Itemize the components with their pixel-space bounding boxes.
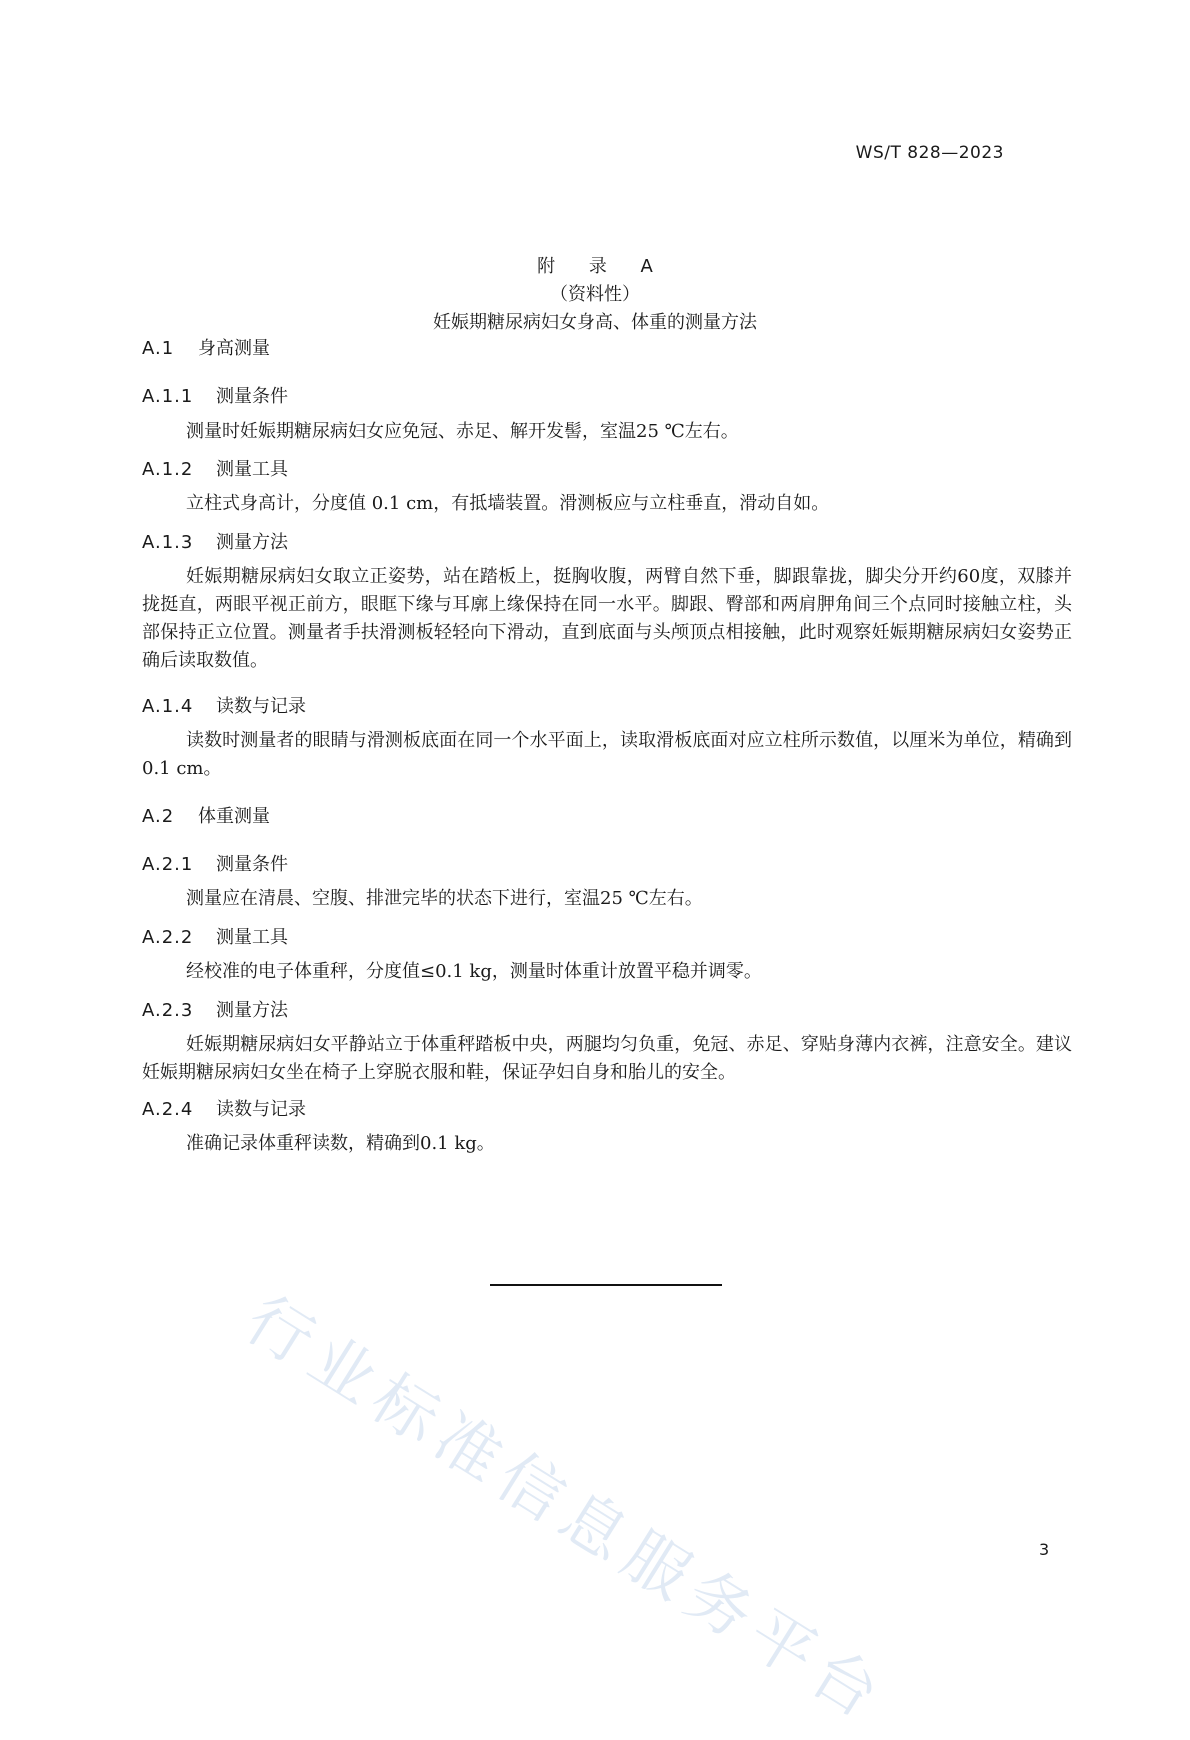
section-number: A.2.2 [142, 927, 194, 948]
section-heading-a1-4 [142, 692, 306, 718]
section-number: A.2 [142, 806, 175, 827]
section-text-a2-3: 妊娠期糖尿病妇女平静站立于体重秤踏板中央，两腿均匀负重，免冠、赤足、穿贴身薄内衣裤，注意安全。建议妊娠期糖尿病妇女坐在椅子上穿脱衣服和鞋，保证孕妇自身和胎儿的安全。 [142, 1034, 1072, 1083]
section-number: A.2.3 [142, 1000, 194, 1021]
watermark: 行业标准信息服务平台 [232, 1282, 900, 1738]
section-title: 测量方法 [216, 532, 288, 553]
section-heading-a2 [142, 802, 270, 828]
section-title: 测量方法 [216, 1000, 288, 1021]
standard-code: WS/T 828—2023 [855, 143, 1004, 163]
appendix-nature: （资料性） [550, 284, 640, 305]
section-title: 测量条件 [216, 854, 288, 875]
section-text-a2-1: 测量应在清晨、空腹、排泄完毕的状态下进行，室温25 ℃左右。 [186, 888, 703, 909]
section-text-a1-1: 测量时妊娠期糖尿病妇女应免冠、赤足、解开发髻，室温25 ℃左右。 [186, 421, 739, 442]
section-title: 测量工具 [216, 927, 288, 948]
section-number: A.1.3 [142, 532, 194, 553]
section-heading-a1 [142, 334, 270, 360]
section-number: A.1.1 [142, 386, 194, 407]
section-text-a2-2: 经校准的电子体重秤，分度值≤0.1 kg，测量时体重计放置平稳并调零。 [186, 961, 762, 982]
page-number: 3 [1039, 1540, 1050, 1559]
section-heading-a2-2 [142, 923, 288, 949]
section-number: A.1.2 [142, 459, 194, 480]
appendix-label: 附 录 A [537, 256, 667, 277]
section-title: 读数与记录 [216, 1099, 306, 1120]
section-heading-a1-1 [142, 382, 288, 408]
section-text-a2-4: 准确记录体重秤读数，精确到0.1 kg。 [186, 1133, 495, 1154]
section-text-a1-2: 立柱式身高计，分度值 0.1 cm，有抵墙装置。滑测板应与立柱垂直，滑动自如。 [186, 493, 830, 514]
section-heading-a1-3 [142, 528, 288, 554]
section-heading-a2-4 [142, 1095, 306, 1121]
section-number: A.2.4 [142, 1099, 194, 1120]
section-heading-a1-2 [142, 455, 288, 481]
section-title: 体重测量 [198, 806, 270, 827]
section-text-a1-4: 读数时测量者的眼睛与滑测板底面在同一个水平面上，读取滑板底面对应立柱所示数值，以厘米为单位，精确到 0.1 cm。 [142, 730, 1072, 779]
section-title: 测量条件 [216, 386, 288, 407]
section-text-a1-3: 妊娠期糖尿病妇女取立正姿势，站在踏板上，挺胸收腹，两臂自然下垂，脚跟靠拢，脚尖分开约60度，双膝并拢挺直，两眼平视正前方，眼眶下缘与耳廓上缘保持在同一水平。脚跟、臀部和两肩胛角间三个点同时接触立柱，头部保持正立位置。测量者手扶滑测板轻轻向下滑动，直到底面与头颅顶点相接触，此时观察妊娠期糖尿病妇女姿势正确后读取数值。 [142, 566, 1072, 671]
section-number: A.1 [142, 338, 175, 359]
appendix-title-block [0, 253, 1190, 337]
end-rule [490, 1284, 722, 1286]
section-number: A.1.4 [142, 696, 194, 717]
section-title: 测量工具 [216, 459, 288, 480]
section-title: 身高测量 [198, 338, 270, 359]
section-heading-a2-3 [142, 996, 288, 1022]
section-number: A.2.1 [142, 854, 194, 875]
section-heading-a2-1 [142, 850, 288, 876]
section-title: 读数与记录 [216, 696, 306, 717]
appendix-title: 妊娠期糖尿病妇女身高、体重的测量方法 [433, 312, 757, 333]
